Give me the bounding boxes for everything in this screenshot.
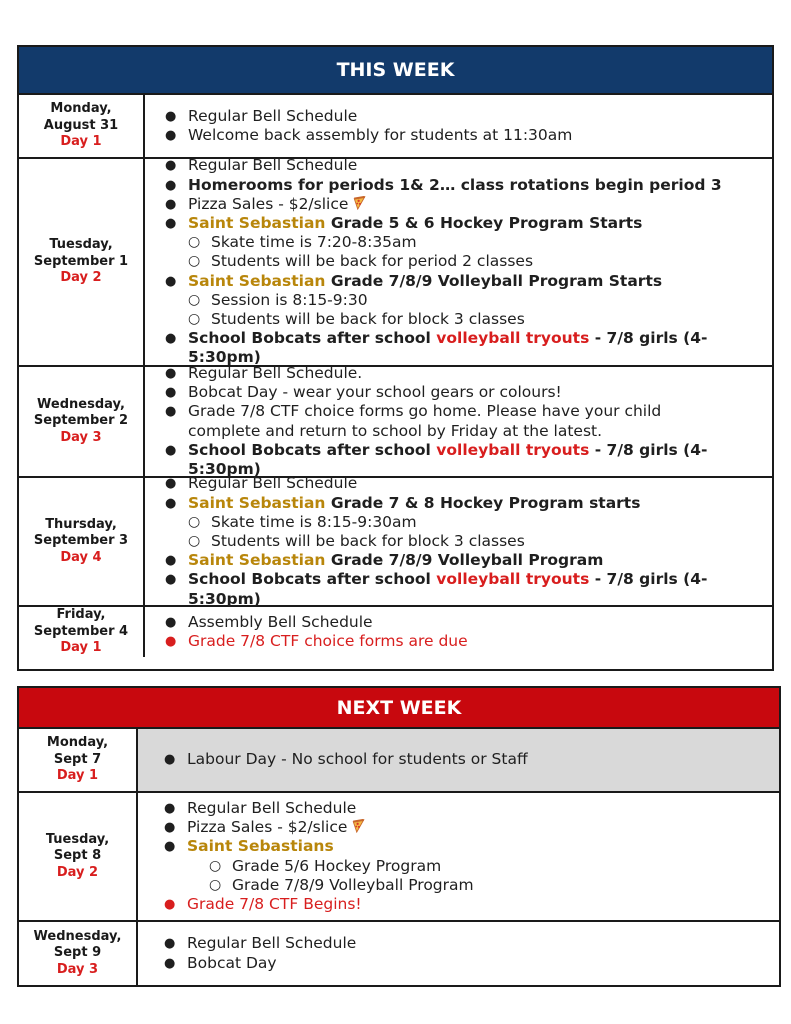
date-cell (19, 159, 145, 365)
next-week-table (17, 686, 781, 987)
day-number: Day 2 (60, 270, 102, 286)
list-item: ● School Bobcats after school volleyball tryouts - 7/8 girls (4-5:30pm) (165, 440, 708, 478)
this-week-header: THIS WEEK (19, 47, 772, 95)
day-number: Day 1 (56, 768, 99, 784)
list-item: ● Regular Bell Schedule (164, 798, 357, 817)
list-item: ○ Session is 8:15-9:30 (188, 290, 368, 309)
table-row (19, 607, 772, 657)
date-label: September 1 (33, 253, 129, 269)
table-row (19, 922, 779, 985)
date-cell (19, 367, 145, 476)
list-item: ● School Bobcats after school volleyball tryouts - 7/8 girls (4-5:30pm) (165, 570, 708, 608)
date-label: September 2 (33, 413, 129, 429)
date-label: Sept 9 (53, 945, 102, 961)
list-item: ● Pizza Sales - $2/slice (165, 195, 772, 214)
day-of-week: Monday, (50, 101, 112, 117)
date-cell (19, 607, 145, 657)
list-item: ● Welcome back assembly for students at 11:30am (165, 126, 573, 144)
list-item: ● Bobcat Day (164, 953, 277, 972)
list-item: ● Pizza Sales - $2/slice (164, 818, 779, 837)
list-item: ● Regular Bell Schedule. (165, 363, 363, 382)
pizza-icon (351, 819, 366, 833)
list-item: ○ Students will be back for block 3 classes (188, 531, 525, 550)
date-label: September 4 (33, 623, 129, 639)
table-row (19, 95, 772, 159)
list-item: ○ Students will be back for period 2 classes (188, 252, 534, 271)
schedule-cell (145, 607, 772, 657)
day-number: Day 3 (56, 961, 99, 977)
date-cell (19, 95, 145, 157)
day-of-week: Thursday, (45, 516, 117, 532)
list-item: ● Grade 7/8 CTF Begins! (164, 894, 362, 913)
next-week-header: NEXT WEEK (19, 688, 779, 729)
day-of-week: Wednesday, (33, 928, 122, 944)
schedule-cell (145, 156, 772, 367)
list-item: ○ Skate time is 8:15-9:30am (188, 512, 417, 531)
pizza-icon (352, 196, 367, 210)
day-of-week: Friday, (56, 607, 106, 622)
day-number: Day 4 (60, 549, 102, 565)
schedule-cell (145, 95, 772, 157)
list-item: ● Regular Bell Schedule (165, 474, 358, 493)
list-item: ● Regular Bell Schedule (164, 934, 357, 953)
schedule-cell (145, 363, 772, 478)
list-item: ● Saint Sebastian Grade 7 & 8 Hockey Program starts (165, 493, 641, 512)
list-item: ● Assembly Bell Schedule (165, 612, 373, 631)
date-label: Sept 8 (53, 848, 102, 864)
list-item: ● Bobcat Day - wear your school gears or colours! (165, 383, 562, 402)
list-item: ● Saint Sebastian Grade 7/8/9 Volleyball Program Starts (165, 271, 663, 290)
schedule-cell (138, 793, 779, 920)
table-row (19, 363, 772, 478)
list-item: ● Regular Bell Schedule (165, 156, 358, 175)
list-item: ● Saint Sebastian Grade 5 & 6 Hockey Program Starts (165, 214, 643, 232)
day-number: Day 1 (60, 134, 102, 150)
schedule-cell (138, 729, 779, 791)
list-item: ○ Students will be back for block 3 classes (188, 310, 525, 329)
list-item: ● Grade 7/8 CTF choice forms are due (165, 631, 468, 650)
day-number: Day 3 (60, 429, 102, 445)
day-of-week: Tuesday, (45, 831, 110, 847)
list-item: ● Saint Sebastians (164, 837, 334, 856)
day-of-week: Tuesday, (49, 237, 113, 253)
list-item: ● Regular Bell Schedule (165, 106, 358, 125)
table-row (19, 156, 772, 367)
schedule-cell (145, 474, 772, 608)
date-cell (19, 478, 145, 605)
list-item: ● Labour Day - No school for students or Staff (164, 750, 528, 769)
table-row (19, 793, 779, 922)
date-cell (19, 793, 138, 920)
date-label: Sept 7 (53, 751, 102, 767)
date-cell (19, 729, 138, 791)
list-item: ● Grade 7/8 CTF choice forms go home. Please have your child (165, 402, 662, 421)
list-item-continuation: complete and return to school by Friday at the latest. (188, 421, 603, 440)
this-week-table (17, 45, 774, 671)
schedule-cell (138, 922, 779, 985)
list-item: ● School Bobcats after school volleyball tryouts - 7/8 girls (4-5:30pm) (165, 329, 708, 367)
list-item: ○ Skate time is 7:20-8:35am (188, 233, 417, 252)
date-label: August 31 (43, 117, 119, 133)
list-item: ● Homerooms for periods 1& 2… class rotations begin period 3 (165, 175, 722, 194)
list-item: ○ Grade 5/6 Hockey Program (209, 856, 442, 875)
day-of-week: Monday, (46, 735, 109, 751)
day-number: Day 2 (56, 864, 99, 880)
table-row (19, 729, 779, 793)
list-item: ● Saint Sebastian Grade 7/8/9 Volleyball Program (165, 551, 604, 570)
day-number: Day 1 (60, 640, 102, 655)
date-cell (19, 922, 138, 985)
table-row (19, 474, 772, 608)
list-item: ○ Grade 7/8/9 Volleyball Program (209, 875, 474, 894)
day-of-week: Wednesday, (37, 396, 125, 412)
date-label: September 3 (33, 533, 129, 549)
